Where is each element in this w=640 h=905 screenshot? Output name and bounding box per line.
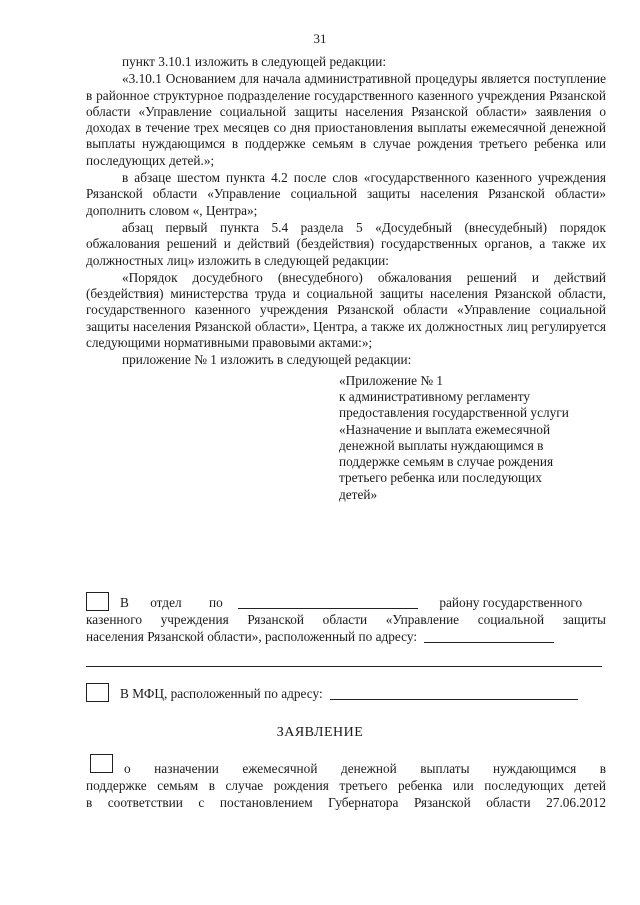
application-line-2: поддержке семьям в случае рождения третьего ребенка или последующих детей: [86, 778, 606, 793]
text: отдел: [150, 595, 182, 610]
annex-line: к административному регламенту: [339, 388, 530, 404]
district-field[interactable]: [238, 596, 418, 609]
page-number: 31: [313, 31, 327, 46]
document-body: [86, 54, 606, 503]
text: району государственного: [439, 595, 583, 610]
annex-line: денежной выплаты нуждающимся в: [339, 437, 544, 453]
annex-line: детей»: [339, 486, 378, 502]
paragraph: абзац первый пункта 5.4 раздела 5 «Досудебный (внесудебный) порядок обжалования решений и действий (бездействия) государственных органов, а также их должностных лиц» изложить в следующей редакции:: [86, 219, 606, 268]
document-title: ЗАЯВЛЕНИЕ: [276, 725, 364, 740]
annex-line: «Назначение и выплата ежемесячной: [339, 421, 551, 437]
annex-header: [339, 373, 606, 503]
text: по: [208, 595, 223, 610]
annex-line: предоставления государственной услуги: [339, 405, 569, 421]
paragraph: в абзаце шестом пункта 4.2 после слов «государственного казенного учреждения Рязанской области «Управление социальной защиты населения Рязанской области» дополнить словом «, Центра»;: [86, 170, 606, 218]
department-line-1: [120, 594, 606, 611]
paragraph: «Порядок досудебного (внесудебного) обжалования решений и действий (бездействия) министерства труда и социальной защиты населения Рязанской области, государственного казенного учреждения Рязанской области «Управление социальной защиты населения Рязанской области», Центра, а также их должностных лиц регулируется следующими нормативными правовыми актами:»;: [86, 269, 606, 351]
text: В: [120, 595, 129, 610]
application-line-3: в соответствии с постановлением Губернатора Рязанской области 27.06.2012: [86, 795, 606, 810]
paragraph: пункт 3.10.1 изложить в следующей редакции:: [122, 54, 387, 69]
mfc-line: [120, 685, 606, 702]
department-line-2: казенного учреждения Рязанской области «Управление социальной защиты: [86, 612, 606, 627]
department-line-3: [86, 628, 606, 645]
annex-line: поддержке семьям в случае рождения: [339, 454, 554, 470]
text: В МФЦ, расположенный по адресу:: [120, 686, 323, 701]
paragraph: приложение № 1 изложить в следующей редакции:: [122, 352, 412, 368]
paragraph: «3.10.1 Основанием для начала административной процедуры является поступление в районное структурное подразделение государственного казенного учреждения Рязанской области «Управление социальной защиты населения Рязанской области» заявления о доходах в течение трех месяцев со дня приостановления выплаты ежемесячной денежной выплаты нуждающимся в поддержке семьям в случае рождения третьего ребенка или последующих детей.»;: [86, 71, 606, 168]
address-continuation-line[interactable]: [86, 666, 602, 667]
department-checkbox[interactable]: [86, 592, 109, 611]
annex-line: «Приложение № 1: [339, 372, 443, 388]
text: населения Рязанской области», расположенный по адресу:: [86, 629, 418, 644]
department-address-field[interactable]: [424, 630, 554, 643]
mfc-checkbox[interactable]: [86, 683, 109, 702]
mfc-address-field[interactable]: [330, 687, 578, 700]
annex-line: третьего ребенка или последующих: [339, 470, 542, 486]
application-checkbox[interactable]: [90, 754, 113, 773]
application-line-1: о назначении ежемесячной денежной выплаты нуждающимся в: [124, 761, 606, 776]
